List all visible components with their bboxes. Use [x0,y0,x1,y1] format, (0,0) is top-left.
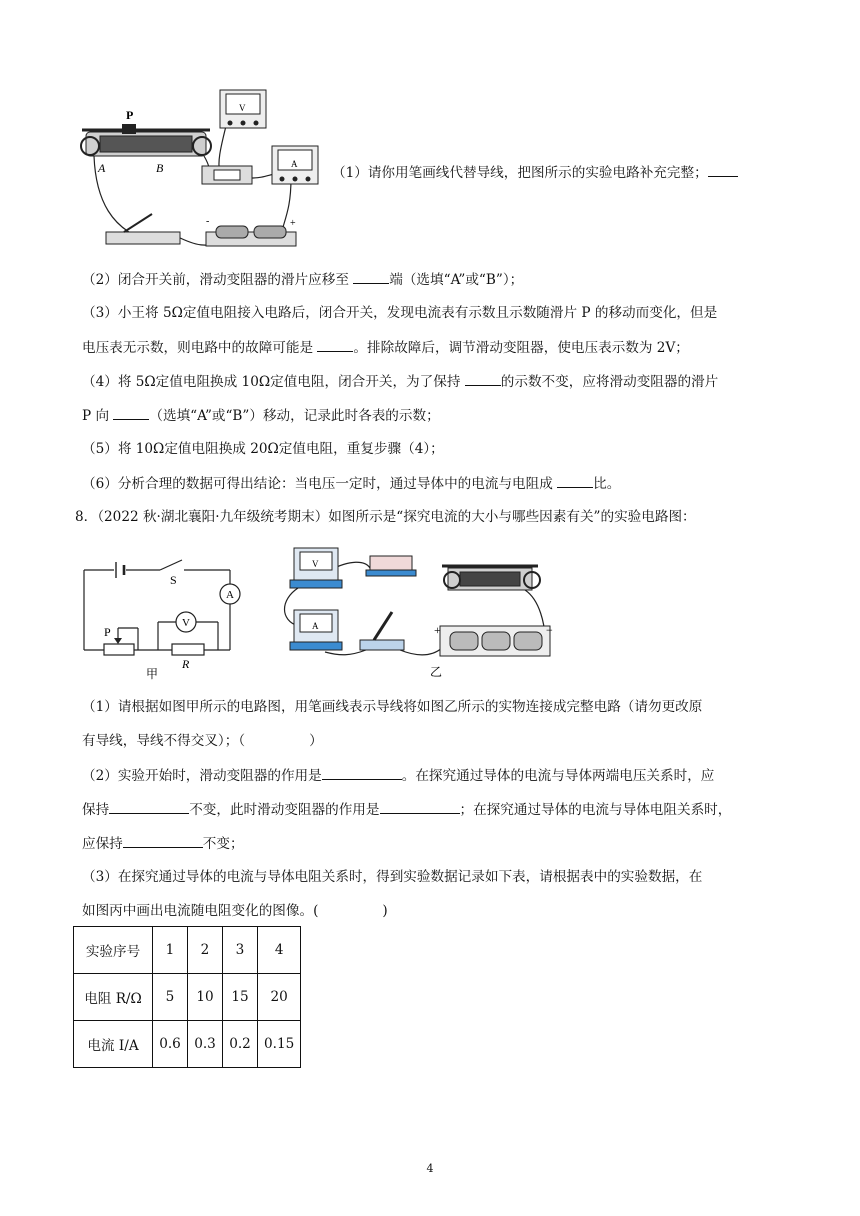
yi-battery-plus: + [434,623,441,637]
answer-blank[interactable] [109,799,189,814]
q8-part-3c-text: ) [382,903,388,919]
circuit-p-label: P [104,625,111,639]
q7-step-5: （5）将 10Ω定值电阻换成 20Ω定值电阻，重复步骤（4）； [82,441,444,457]
table-cell: 0.2 [223,1021,258,1068]
answer-blank[interactable] [465,371,501,386]
q8-part-2g-text: 不变； [202,836,244,852]
circuit-v-label: V [182,617,190,629]
answer-blank[interactable] [353,269,389,284]
q8-part-3b-text: 如图丙中画出电流随电阻变化的图像。( [82,903,319,919]
q7-step-4a-text: （4）将 5Ω定值电阻换成 10Ω定值电阻，闭合开关，为了保持 [82,374,465,390]
answer-blank[interactable] [557,473,593,488]
table-cell: 20 [258,974,301,1021]
circuit-diagram-jia [78,556,250,682]
table-row [74,1021,301,1068]
answer-blank[interactable] [322,765,402,780]
q7-step-6 [82,473,620,494]
apparatus-figure-1 [76,86,336,262]
q7-step-1-text: （1）请你用笔画线代替导线，把图所示的实验电路补充完整； [332,165,708,181]
yi-battery-minus: − [546,623,553,637]
q8-part-3b [82,901,388,921]
q8-part-2f-text: 应保持 [82,836,123,852]
circuit-s-label: S [170,573,177,587]
caption-jia: 甲 [146,667,159,681]
meter-v-label: V [239,103,246,113]
battery-plus-label: + [290,218,296,229]
table-cell: 0.6 [153,1021,188,1068]
table-cell: 0.15 [258,1021,301,1068]
meter-a-label: A [291,159,298,169]
table-cell: 1 [153,927,188,974]
circuit-r-label: R [182,657,190,671]
q7-step-4c-text: P 向 [82,408,114,424]
q7-step-2-text: （2）闭合开关前，滑动变阻器的滑片应移至 [82,272,354,288]
table-cell: 0.3 [188,1021,223,1068]
table-cell: 电流 I/A [74,1021,153,1068]
q7-step-4a [82,371,718,392]
q7-step-4c [82,405,440,426]
q8-part-2e-text: ；在探究通过导体的电流与导体电阻关系时， [459,802,732,818]
table-cell: 实验序号 [74,927,153,974]
q7-step-2 [82,269,523,290]
q7-step-4d-text: （选填“A”或“B”）移动，记录此时各表的示数； [149,408,440,424]
answer-blank[interactable] [380,799,460,814]
rheostat-label-a: A [98,161,106,175]
rheostat-label-p: P [126,108,134,122]
answer-blank[interactable] [123,833,203,848]
apparatus-figure-yi [270,540,570,680]
table-cell: 2 [188,927,223,974]
caption-yi: 乙 [430,665,443,679]
table-cell: 10 [188,974,223,1021]
yi-meter-a-label: A [312,621,319,631]
answer-blank[interactable] [317,337,353,352]
q7-step-3b-text: 电压表无示数，则电路中的故障可能是 [82,340,318,356]
table-cell: 15 [223,974,258,1021]
answer-blank[interactable] [113,405,149,420]
q8-part-1b [82,731,323,751]
q8-part-2a-text: （2）实验开始时，滑动变阻器的作用是 [82,768,322,784]
data-table [73,926,301,1068]
table-row [74,927,301,974]
q8-part-1a: （1）请根据如图甲所示的电路图，用笔画线表示导线将如图乙所示的实物连接成完整电路（请勿更改原 [82,699,703,715]
q8-part-1b-text: 有导线，导线不得交叉）；（ [82,733,246,749]
battery-minus-label: - [206,216,210,227]
q7-step-4b-text: 的示数不变，应将滑动变阻器的滑片 [500,374,719,390]
q8-part-3a: （3）在探究通过导体的电流与导体电阻关系时，得到实验数据记录如下表，请根据表中的实验数据，在 [82,869,703,885]
page-number: 4 [426,1162,434,1175]
q7-step-6b-text: 比。 [593,476,621,492]
rheostat-label-b: B [156,161,164,175]
q7-step-3c-text: 。排除故障后，调节滑动变阻器，使电压表示数为 2V； [353,340,689,356]
q7-step-1 [332,162,738,183]
q8-part-2d-text: 不变，此时滑动变阻器的作用是 [189,802,380,818]
q8-part-2c-text: 保持 [82,802,110,818]
q7-step-3a: （3）小王将 5Ω定值电阻接入电路后，闭合开关，发现电流表有示数且示数随滑片 P 的移动而变化，但是 [82,305,718,321]
q7-step-2-tail: 端（选填“A”或“B”）； [389,272,524,288]
table-cell: 3 [223,927,258,974]
answer-blank[interactable] [708,162,738,177]
q7-step-6a-text: （6）分析合理的数据可得出结论：当电压一定时，通过导体中的电流与电阻成 [82,476,558,492]
q8-part-2a [82,765,714,786]
q7-step-3b [82,337,689,358]
q8-part-1c-text: ） [309,733,323,749]
q8-stem: 8．（2022 秋·湖北襄阳·九年级统考期末）如图所示是“探究电流的大小与哪些因素有关”的实验电路图： [75,509,696,525]
circuit-a-label: A [226,589,234,601]
table-cell: 5 [153,974,188,1021]
q8-part-2f [82,833,244,854]
table-cell: 电阻 R/Ω [74,974,153,1021]
table-row [74,974,301,1021]
yi-meter-v-label: V [312,559,319,569]
q8-part-2c [82,799,731,820]
table-cell: 4 [258,927,301,974]
q8-part-2b-text: 。在探究通过导体的电流与导体两端电压关系时，应 [401,768,715,784]
